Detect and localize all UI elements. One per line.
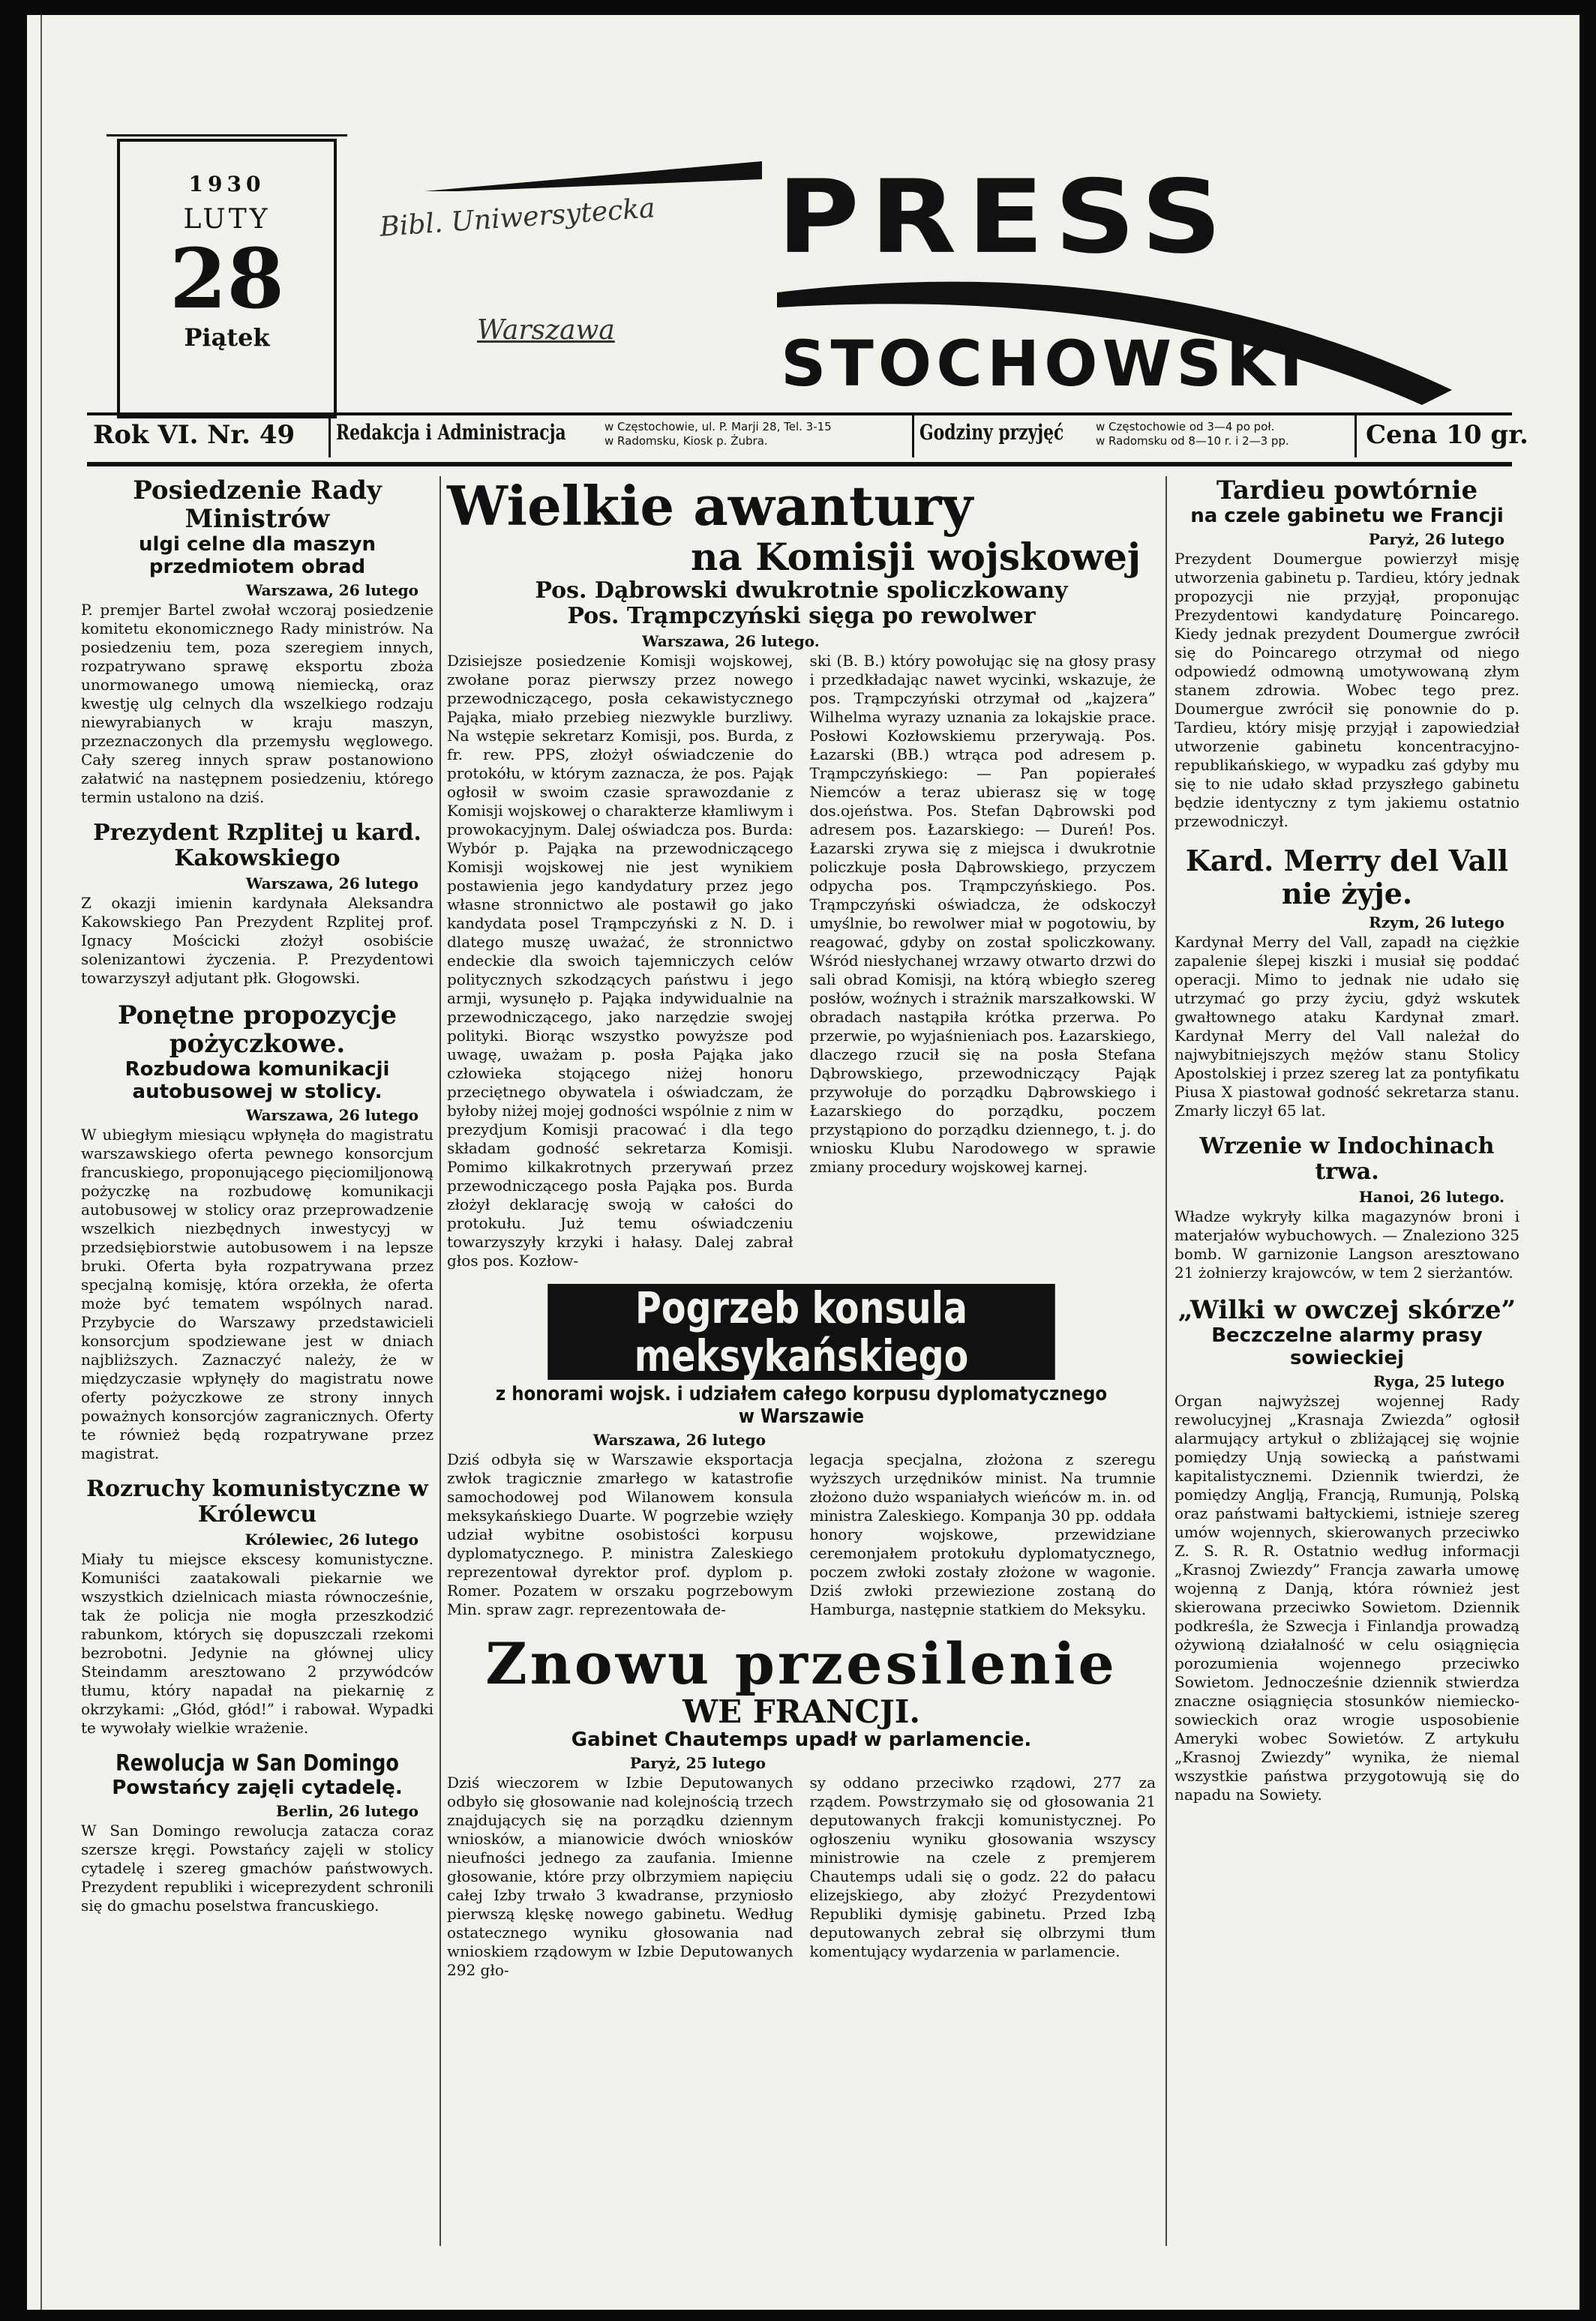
article-body: Miały tu miejsce ekscesy komunistyczne. Komuniści zaatakowali piekarnie we wszystkich dzielnicach miasta równocześnie, tak że policja nie mogła przeszkodzić rabunkom, których się dopuszczali rzekomi bezrobotni. Jedynie na głównej ulicy Steindamm aresztowano 2 przywódców tłumu, który napadał na piekarnię z okrzykami: „Głód, głód!” i rabował. Wypadki te wywołały wielkie wrażenie.	[81, 1550, 434, 1737]
article-dateline: Hanoi, 26 lutego.	[1358, 1188, 1504, 1206]
newspaper-title: PRESS	[777, 158, 1233, 277]
date-weekday: Piątek	[184, 323, 270, 352]
date-box	[117, 139, 337, 418]
article-title-2: WE FRANCJI.	[682, 1693, 921, 1730]
article-body: W San Domingo rewolucja zatacza coraz szersze kręgi. Powstańcy zajęli w stolicy cytadelę i szereg gmachów państwowych. Prezydent republiki i wiceprezydent schronili się do gmachu poselstwa francuskiego.	[81, 1822, 434, 1915]
date-year: 1930	[188, 172, 266, 196]
column-left	[81, 476, 434, 1929]
article-title: Posiedzenie Rady Ministrów	[133, 475, 382, 534]
article	[81, 476, 434, 807]
editorial-address: w Częstochowie, ul. P. Marji 28, Tel. 3-15 w Radomsku, Kiosk p. Żubra.	[604, 420, 832, 448]
article-dateline: Warszawa, 26 lutego.	[642, 632, 820, 650]
article-subtitle: Rozbudowa komunikacji autobusowej w stolicy.	[124, 1058, 390, 1103]
article	[81, 1001, 434, 1463]
article	[1174, 476, 1520, 831]
article-dateline: Warszawa, 26 lutego	[245, 581, 418, 599]
date-month: LUTY	[183, 204, 271, 235]
article-dateline: Królewiec, 26 lutego	[244, 1531, 418, 1549]
article-dateline: Warszawa, 26 lutego	[245, 1106, 418, 1124]
article-title: Znowu przesilenie	[485, 1630, 1118, 1697]
article-body: P. premjer Bartel zwołał wczoraj posiedzenie komitetu ekonomicznego Rady ministrów. Na posiedzeniu tem, poza szeregiem innych, rozpatrywano sprawę eksportu zboża unormowanego umową niemiecką, oraz kwestję ulg celnych dla wszelkiego rodzaju niewyrabianych w kraju maszyn, przeznaczonych dla przemysłu węglowego. Cały szereg innych spraw postanowiono załatwić na następnem posiedzeniu, którego termin ustalono na dziś.	[81, 601, 434, 806]
article-title: Prezydent Rzplitej u kard. Kakowskiego	[93, 820, 422, 871]
lead-title-2: na Komisji wojskowej	[691, 535, 1141, 579]
article-body: sy oddano przeciwko rządowi, 277 za rządem. Powstrzymało się od głosowania 21 deputowanych frakcji komunistycznej. Po ogłoszeniu wyniku głosowania wszyscy ministrowie na czele z premjerem Chautemps udali się o godz. 22 do pałacu elizejskiego, aby złożyć Prezydentowi Republiki dymisję gabinetu. Przed Izbą deputowanych zebrał się olbrzymi tłum komentujący wydarzenia w parlamencie.	[809, 1774, 1156, 1960]
article-title: Wrzenie w Indochinach trwa.	[1199, 1133, 1495, 1185]
article-dateline: Rzym, 26 lutego	[1369, 913, 1504, 931]
article-body: Organ najwyższej wojennej Rady rewolucyjnej „Krasnaja Zwiezda” ogłosił alarmujący artykuł o zbliżającej się wojnie pomiędzy Unją sowiecką a państwami kapitalistycznemi. Dziennik twierdzi, że pomiędzy Anglją, Francją, Rumunją, Polską oraz państwami bałtyckiemi, istnieje szereg umów wojennych, skierowanych przeciwko Z. S. R. R. Ostatnio według informacji „Krasnoj Zwiezdy” Francja zawarła umowę wojenną z Danją, która również jest skierowana przeciwko Sowietom. Dziennik podkreśla, że Szwecja i Finlandja prowadzą ożywioną działalność w celu osiągnięcia porozumienia wojennego przeciwko Sowietom. Jednocześnie dziennik stwierdza znaczne osiągnięcia stosunków niemiecko-sowieckich oraz wrogie usposobienie Ameryki wobec Sowietów. Z artykułu „Krasnoj Zwiezdy” wynika, że niemal wszystkie państwa przygotowują się do napadu na Sowiety.	[1174, 1392, 1520, 1804]
article-subtitle: na czele gabinetu we Francji	[1190, 505, 1504, 527]
article-title: Kard. Merry del Vall nie żyje.	[1185, 844, 1509, 910]
library-stamp-city: Warszawa	[477, 315, 615, 346]
logo-wedge	[424, 161, 762, 191]
article-dateline: Warszawa, 26 lutego	[592, 1431, 766, 1449]
lead-title: Wielkie awantury	[447, 474, 974, 538]
column-rule	[1166, 476, 1167, 2246]
article-title: Pogrzeb konsula meksykańskiego	[447, 1284, 1156, 1380]
lead-subtitle-2: Pos. Trąmpczyński sięga po rewolwer	[567, 603, 1036, 629]
office-hours: w Częstochowie od 3—4 po poł. w Radomsku od 8—10 r. i 2—3 pp.	[1096, 420, 1289, 448]
article-subtitle: Beczczelne alarmy prasy sowieckiej	[1211, 1324, 1483, 1369]
article-subtitle: Gabinet Chautemps upadł w parlamencie.	[571, 1729, 1032, 1751]
separator	[1354, 415, 1357, 457]
article-body: Kardynał Merry del Vall, zapadł na ciężkie zapalenie ślepej kiszki i musiał się poddać operacji. Mimo to jednak nie udało się utrzymać go przy życiu, gdyż wskutek gwałtownego ataku Kardynał zmarł. Kardynał Merry del Vall należał do najwybitniejszych mężów stanu Stolicy Apostolskiej i przez szereg lat za pontyfikatu Piusa X piastował godność sekretarza stanu. Zmarły liczył 65 lat.	[1174, 933, 1520, 1120]
article-body: ski (B. B.) który powołując się na głosy prasy i przedkładając nawet wycinki, wskazuje, że pos. Trąmpczyński otrzymał od „kajzera” Wilhelma wyrazy uznania za lokajskie prace. Posłowi Kozłowskiemu przerywają. Pos. Łazarski (BB.) wtrąca pod adresem p. Trąmpczyńskiego: — Pan popierałeś Niemców a teraz ubierasz się w togę dos.ojeństwa. Pos. Stefan Dąbrowski pod adresem pos. Łazarskiego: — Dureń! Pos. Łazarski zrywa się z miejsca i dwukrotnie policzkuje posła Dąbrowskiego, przyczem odpycha pos. Trąmpczyńskiego. Pos. Trąmpczyński oświadcza, że odskoczył umyślnie, bo rewolwer miał w pogotowiu, by reagować, gdyby on został spoliczkowany. Wśród niesłychanej wrzawy otwarto drzwi do sali obrad Komisji, na którą wbiegło szereg posłów, woźnych i strażnik marszałkowski. W obradach nastąpiła krótka przerwa. Po przerwie, po wyjaśnieniach pos. Łazarskiego, dlaczego rzucił się na posła Stefana Dąbrowskiego, przewodniczący Pająk przywołuje do porządku Dąbrowskiego i Łazarskiego do porządku, poczem przystąpiono do porządku dziennego, t. j. do wniosku Klubu Narodowego w sprawie zmiany procedury wojskowej karnej.	[809, 652, 1156, 1176]
article-subtitle: z honorami wojsk. i udziałem całego korpusu dyplomatycznego w Warszawie	[495, 1383, 1108, 1428]
separator	[328, 415, 331, 457]
article	[81, 820, 434, 988]
price: Cena 10 gr.	[1366, 420, 1528, 450]
separator	[912, 415, 914, 457]
article-title: Ponętne propozycje pożyczkowe.	[117, 1000, 398, 1059]
issue-number: Rok VI. Nr. 49	[93, 420, 296, 450]
editorial-label: Redakcja i Administracja	[336, 420, 566, 445]
library-stamp: Bibl. Uniwersytecka	[379, 193, 656, 243]
article-body: Z okazji imienin kardynała Aleksandra Kakowskiego Pan Prezydent Rzplitej prof. Ignacy Mościcki złożył osobiście solenizantowi życzenia. P. Prezydentowi towarzyszył adjutant płk. Głogowski.	[81, 894, 434, 987]
article-columns	[447, 1774, 1156, 1980]
article	[1174, 1134, 1520, 1282]
article-dateline: Ryga, 25 lutego	[1373, 1372, 1504, 1390]
lead-columns	[447, 652, 1156, 1270]
article-body: legacja specjalna, złożona z szeregu wyższych urzędników minist. Na trumnie złożono dużo wspaniałych wieńców m. in. od ministra Zaleskiego. Kompanja 30 pp. oddała honory wojskowe, przewidziane ceremonjałem protokułu dyplomatycznego, poczem zwłoki zostały złożone w wagonie. Dziś zwłoki przewiezione zostaną do Hamburga, następnie statkiem do Meksyku.	[809, 1450, 1156, 1618]
article-dateline: Berlin, 26 lutego	[275, 1802, 418, 1820]
article-dateline: Paryż, 26 lutego	[1368, 530, 1504, 548]
article	[1174, 1296, 1520, 1804]
scan-edge	[40, 15, 42, 2310]
lead-subtitle: Pos. Dąbrowski dwukrotnie spoliczkowany	[535, 577, 1068, 604]
date-day: 28	[169, 230, 285, 327]
article	[447, 1284, 1156, 1619]
info-bar	[87, 412, 1528, 466]
lead-article	[447, 476, 1156, 1270]
article-body: Dzisiejsze posiedzenie Komisji wojskowej, zwołane poraz pierwszy przez nowego przewodniczącego, posła cekawistycznego Pająka, miało przebieg niezwykle burzliwy. Na wstępie sekretarz Komisji, pos. Burda, z fr. rew. PPS, złożył oświadczenie do protokółu, w którym zaznacza, że pos. Pająk ogłosił w swoim czasie sprawozdanie z Komisji wojskowej o charakterze kłamliwym i prowokacyjnym. Dalej oświadcza pos. Burda: Wybór p. Pająka na przewodniczącego Komisji wojskowej nie jest wynikiem postawienia jego kandydatury przez jego własne stronnictwo ale postawił go jako kandydata posel Trąmpczyński z N. D. i dlatego muszę uważać, że stronnictwo endeckie dla swoich tajemniczych celów politycznych szkodzących państwu i jego armji, wysunęło p. Pająka indywidualnie na przewodniczącego, jako narzędzie swojej polityki. Biorąc wszystko powyższe pod uwagę, uważam p. posła Pająka jako człowieka stojącego niżej honoru przeciętnego obywatela i oświadczam, że byłoby niżej mojej godności wspólnie z nim w prezydjum Komisji pracować i dla tego składam godność sekretarza Komisji. Pomimo kilkakrotnych przerywań przez przewodniczącego posła Pająka pos. Burda złożył deklarację swoją w całości do protokułu. Już temu oświadczeniu towarzyszyły krzyki i hałasy. Dalej zabrał głos pos. Kozłow-	[447, 652, 794, 1270]
column-center	[447, 476, 1156, 1993]
article	[447, 1630, 1156, 1980]
article-title: „Wilki w owczej skórze”	[1178, 1295, 1516, 1325]
article-body: Władze wykryły kilka magazynów broni i materjałów wybuchowych. — Znaleziono 325 bomb. W garnizonie Langson aresztowano 21 żołnierzy krajowców, w tem 2 sierżantów.	[1174, 1207, 1520, 1282]
article	[81, 1751, 434, 1915]
article-body: Prezydent Doumergue powierzył misję utworzenia gabinetu p. Tardieu, który jednak propozycji nie przyjął, proponując Prezydentowi kandydaturę Poincarego. Kiedy jednak prezydent Doumergue zwrócił się do Poincarego otrzymał od niego odpowiedź odmowną umotywowaną złym stanem zdrowia. Wobec tego prez. Doumergue zwrócił się ponownie do p. Tardieu, który misję przyjął i zapowiedział utworzenie gabinetu koncentracyjno-republikańskiego, w wypadku zaś gdyby mu się to nie udało skład przyszłego gabinetu będzie identyczny z tym jakiemu ostatnio przewodniczył.	[1174, 550, 1520, 830]
article-dateline: Warszawa, 26 lutego	[245, 874, 418, 892]
article-title: Rewolucja w San Domingo	[116, 1750, 399, 1777]
article-body: Dziś wieczorem w Izbie Deputowanych odbyło się głosowanie nad kolejnością trzech znajdujących się na porządku dziennym wniosków, a mianowicie dwóch wniosków nieufności jednego za zaufania. Imienne głosowanie, które przy olbrzymiem napięciu całej Izby trwało 3 kwadranse, przyniosło pierwszą klęskę nowego gabinetu. Według ostatecznego wyniku głosowania nad wnioskiem rządowym w Izbie Deputowanych 292 gło-	[447, 1774, 794, 1979]
article	[1174, 844, 1520, 1120]
column-rule	[440, 476, 441, 2246]
office-hours-label: Godziny przyjęć	[920, 420, 1064, 445]
newspaper-subtitle: STOCHOWSKI	[781, 327, 1308, 400]
column-right	[1174, 476, 1520, 1818]
article-dateline: Paryż, 25 lutego	[629, 1754, 766, 1772]
article-subtitle: Powstańcy zajęli cytadelę.	[112, 1777, 403, 1799]
article-body: Dziś odbyła się w Warszawie eksportacja zwłok tragicznie zmarłego w katastrofie samochodowej pod Wilanowem konsula meksykańskiego Duarte. W pogrzebie wzięły udział wybitne osobistości korpusu dyplomatycznego. P. ministra Zaleskiego reprezentował dyrektor prof. dyplom p. Romer. Pozatem w orszaku pogrzebowym Min. spraw zagr. reprezentowała de-	[447, 1450, 794, 1618]
article-body: W ubiegłym miesiącu wpłynęła do magistratu warszawskiego oferta pewnego konsorcjum francuskiego, proponującego pięciomiljonową pożyczkę na rozbudowę komunikacji autobusowej w stolicy oraz przeprowadzenie wszelkich niezbędnych inwestycyj w przedsiębiorstwie autobusowem i na lepsze bruki. Oferta była rozpatrywana przez specjalną komisję, która orzekła, że oferta może być tematem wspólnych narad. Przybycie do Warszawy przedstawicieli konsorcjum spodziewane jest w dniach najbliższych. Zaznaczyć należy, że w międzyczasie wpłynęły do magistratu nowe oferty pożyczkowe ze strony innych poważnych konsorcjów zagranicznych. Oferty te również będą rozpatrywane przez magistrat.	[81, 1126, 434, 1462]
article-title: Tardieu powtórnie	[1216, 475, 1478, 505]
newspaper-page	[27, 15, 1580, 2310]
article-title: Rozruchy komunistyczne w Królewcu	[86, 1476, 428, 1528]
article-subtitle: ulgi celne dla maszyn przedmiotem obrad	[139, 533, 376, 578]
article	[81, 1477, 434, 1738]
article-columns	[447, 1450, 1156, 1619]
